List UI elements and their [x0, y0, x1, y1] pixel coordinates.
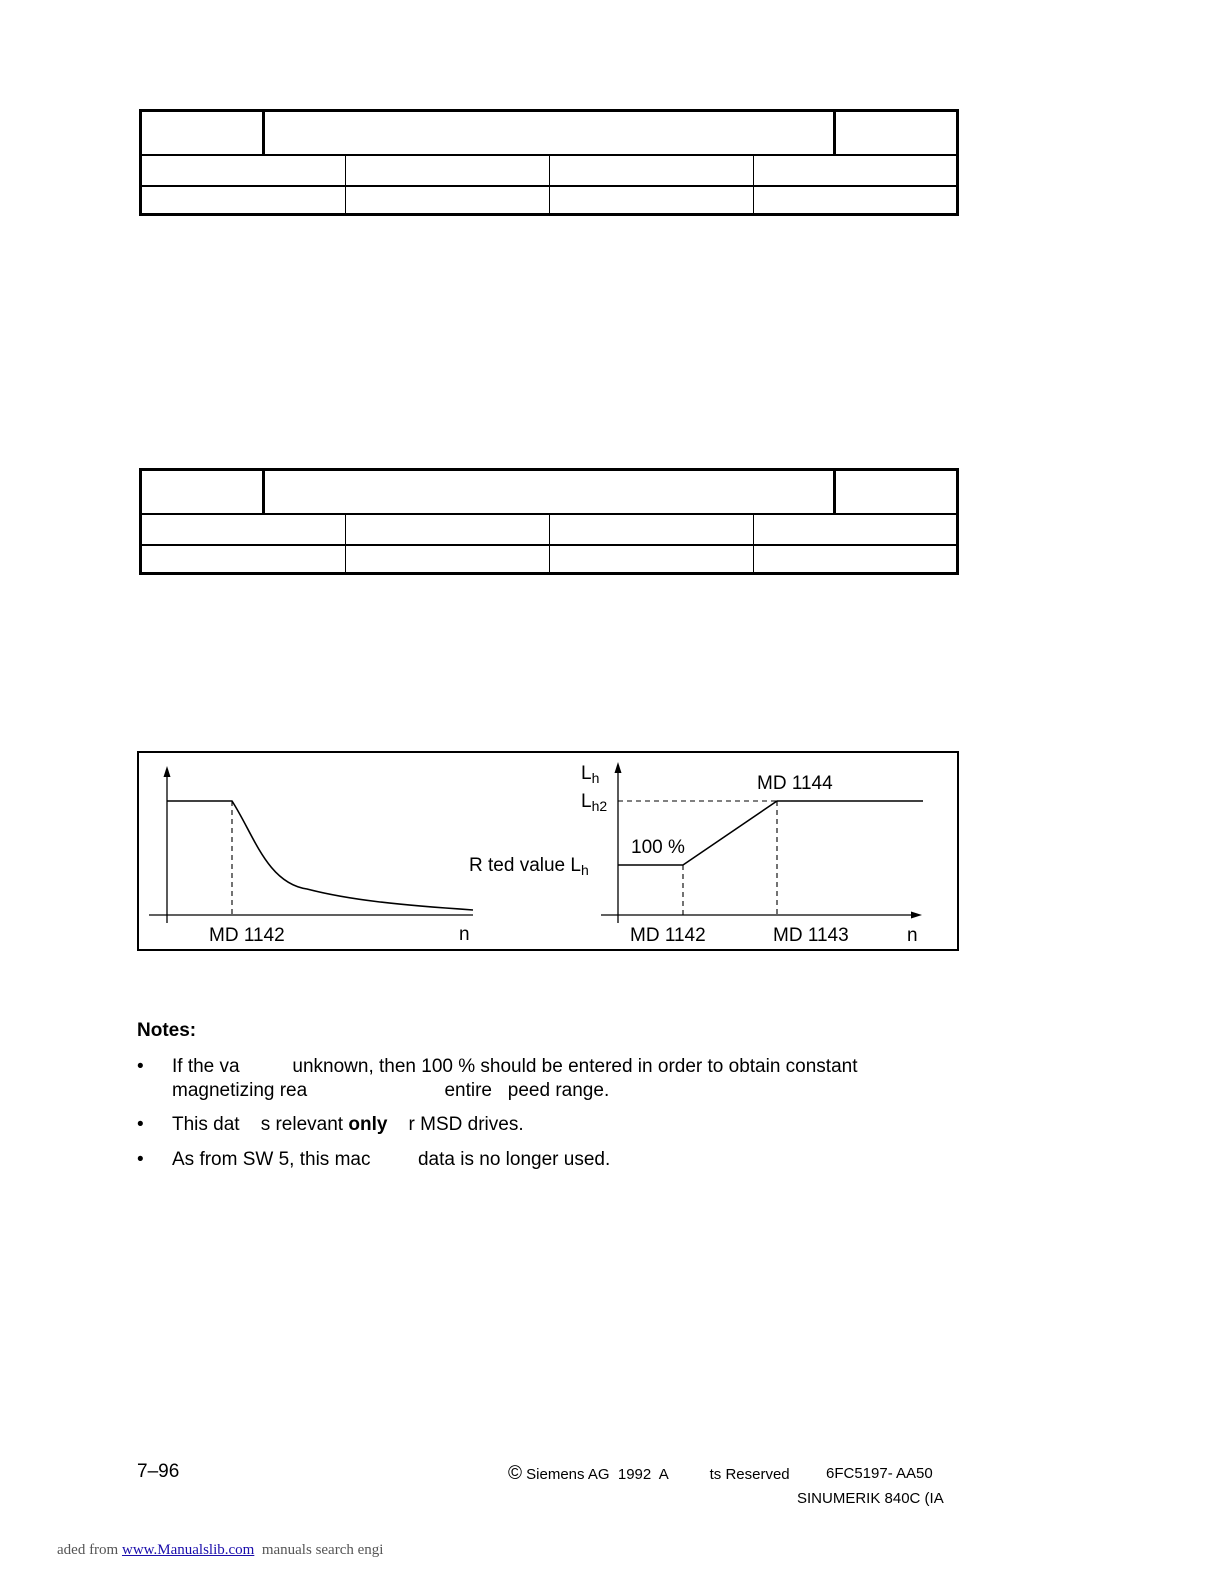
- table-cell-md-extra: [833, 471, 956, 513]
- product-name: SINUMERIK 840C (IA: [797, 1490, 944, 1507]
- table-label-row: [142, 156, 956, 187]
- rated-value-label-sub: h: [580, 862, 589, 878]
- table-cell-md-extra: [833, 112, 956, 154]
- machine-data-table-2: [139, 468, 959, 575]
- note-item-2: [137, 1113, 957, 1137]
- manualslib-link[interactable]: www.Manualslib.com: [121, 1542, 255, 1558]
- page-number: 7–96: [137, 1461, 180, 1482]
- rated-value-label: R ted value $L_h$: [469, 855, 589, 878]
- copyright-symbol: ©: [508, 1463, 522, 1484]
- table-value-row: [142, 546, 956, 572]
- note-1-line-2: magnetizing rea entire peed range.: [172, 1080, 610, 1101]
- right-marker1-label: MD 1142: [630, 925, 706, 946]
- table-cell-md-number: [142, 112, 265, 154]
- left-y-axis-arrow: [164, 766, 171, 777]
- download-watermark: aded from www.Manualslib.com manuals search engi: [57, 1542, 384, 1558]
- note-2-emphasis: only: [348, 1114, 388, 1135]
- machine-data-table-1: [139, 109, 959, 216]
- bullet-1: •: [137, 1056, 144, 1077]
- table-header-row: [142, 471, 956, 515]
- right-y-axis-arrow: [615, 762, 622, 773]
- left-x-label: n: [459, 924, 470, 945]
- right-y-label-sub: h: [591, 770, 600, 786]
- right-x-label: n: [907, 925, 918, 946]
- table-label-row: [142, 515, 956, 546]
- table-header-row: [142, 112, 956, 156]
- bullet-2: •: [137, 1114, 144, 1135]
- right-chart: [469, 762, 923, 946]
- md1144-label: MD 1144: [757, 773, 833, 794]
- table-cell-md-number: [142, 471, 265, 513]
- copyright-notice: © Siemens AG 1992 A ts Reserved: [508, 1463, 790, 1484]
- table-value-row: [142, 187, 956, 213]
- note-item-3: [137, 1148, 957, 1172]
- left-chart: [149, 766, 473, 946]
- right-marker2-label: MD 1143: [773, 925, 849, 946]
- bullet-3: •: [137, 1149, 144, 1170]
- left-marker-label: MD 1142: [209, 925, 285, 946]
- note-2-text: This dat s relevant only r MSD drives.: [172, 1114, 524, 1135]
- right-y-label: $L_h$: [581, 763, 600, 786]
- magnetizing-reactance-figure: [137, 751, 959, 951]
- note-3-text: As from SW 5, this mac data is no longer used.: [172, 1149, 611, 1170]
- percent-label: 100 %: [631, 837, 685, 858]
- lh2-label: $L_{h2}$: [581, 791, 608, 814]
- notes-title: Notes:: [137, 1020, 197, 1041]
- document-number: 6FC5197- AA50: [826, 1465, 933, 1482]
- right-x-axis-arrow: [911, 912, 922, 919]
- figure-drawing: [139, 753, 957, 949]
- note-item-1: [137, 1055, 957, 1103]
- left-curve: [167, 801, 473, 910]
- lh2-label-sub: h2: [591, 798, 608, 814]
- note-1-line-1: If the va unknown, then 100 % should be entered in order to obtain constant: [172, 1056, 858, 1077]
